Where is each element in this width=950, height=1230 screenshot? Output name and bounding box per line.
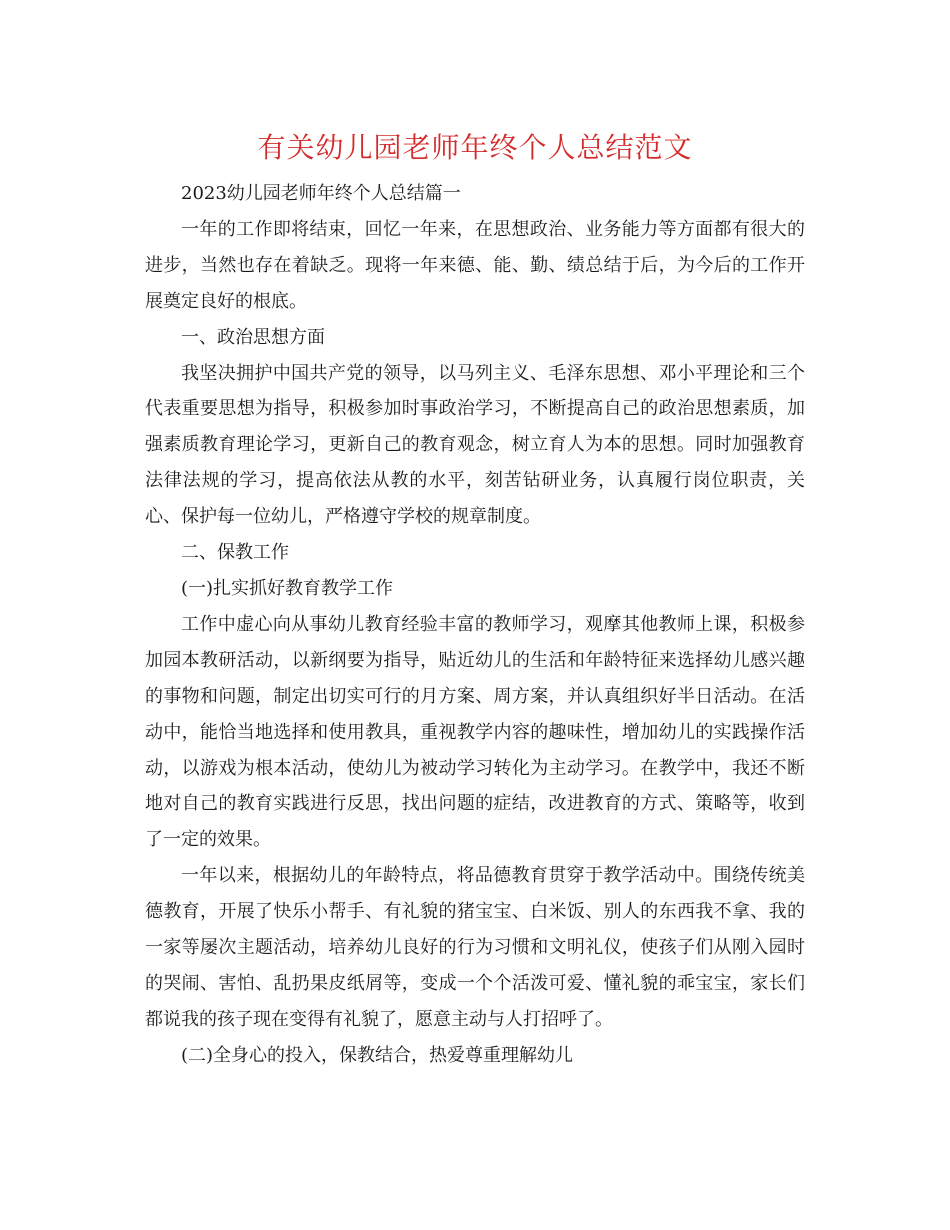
body-paragraph: 一年以来，根据幼儿的年龄特点，将品德教育贯穿于教学活动中。围绕传统美德教育，开展了快乐小帮手、有礼貌的猪宝宝、白米饭、别人的东西我不拿、我的一家等屡次主题活动，培养幼儿良好的行为习惯和文明礼仪，使孩子们从刚入园时的哭闹、害怕、乱扔果皮纸屑等，变成一个个活泼可爱、懂礼貌的乖宝宝，家长们都说我的孩子现在变得有礼貌了，愿意主动与人打招呼了。 [145, 865, 805, 1030]
subsection-heading: (一)扎实抓好教育教学工作 [181, 577, 394, 599]
document-body [145, 176, 805, 1074]
section-heading: 二、保教工作 [181, 542, 289, 564]
body-paragraph: 工作中虚心向从事幼儿教育经验丰富的教师学习，观摩其他教师上课，积极参加园本教研活动，以新纲要为指导，贴近幼儿的生活和年龄特征来选择幼儿感兴趣的事物和问题，制定出切实可行的月方案、周方案，并认真组织好半日活动。在活动中，能恰当地选择和使用教具，重视教学内容的趣味性，增加幼儿的实践操作活动，以游戏为根本活动，使幼儿为被动学习转化为主动学习。在教学中，我还不断地对自己的教育实践进行反思，找出问题的症结，改进教育的方式、策略等，收到了一定的效果。 [145, 613, 805, 851]
body-paragraph: 我坚决拥护中国共产党的领导，以马列主义、毛泽东思想、邓小平理论和三个代表重要思想为指导，积极参加时事政治学习，不断提高自己的政治思想素质，加强素质教育理论学习，更新自己的教育观念，树立育人为本的思想。同时加强教育法律法规的学习，提高依法从教的水平，刻苦钻研业务，认真履行岗位职责，关心、保护每一位幼儿，严格遵守学校的规章制度。 [145, 362, 805, 528]
section-heading: 2023幼儿园老师年终个人总结篇一 [181, 183, 461, 204]
subsection-heading: (二)全身心的投入，保教结合，热爱尊重理解幼儿 [181, 1044, 574, 1066]
body-paragraph: 一年的工作即将结束，回忆一年来，在思想政治、业务能力等方面都有很大的进步，当然也存在着缺乏。现将一年来德、能、勤、绩总结于后，为今后的工作开展奠定良好的根底。 [145, 218, 805, 312]
section-heading: 一、政治思想方面 [181, 326, 325, 348]
document-title: 有关幼儿园老师年终个人总结范文 [257, 131, 693, 164]
